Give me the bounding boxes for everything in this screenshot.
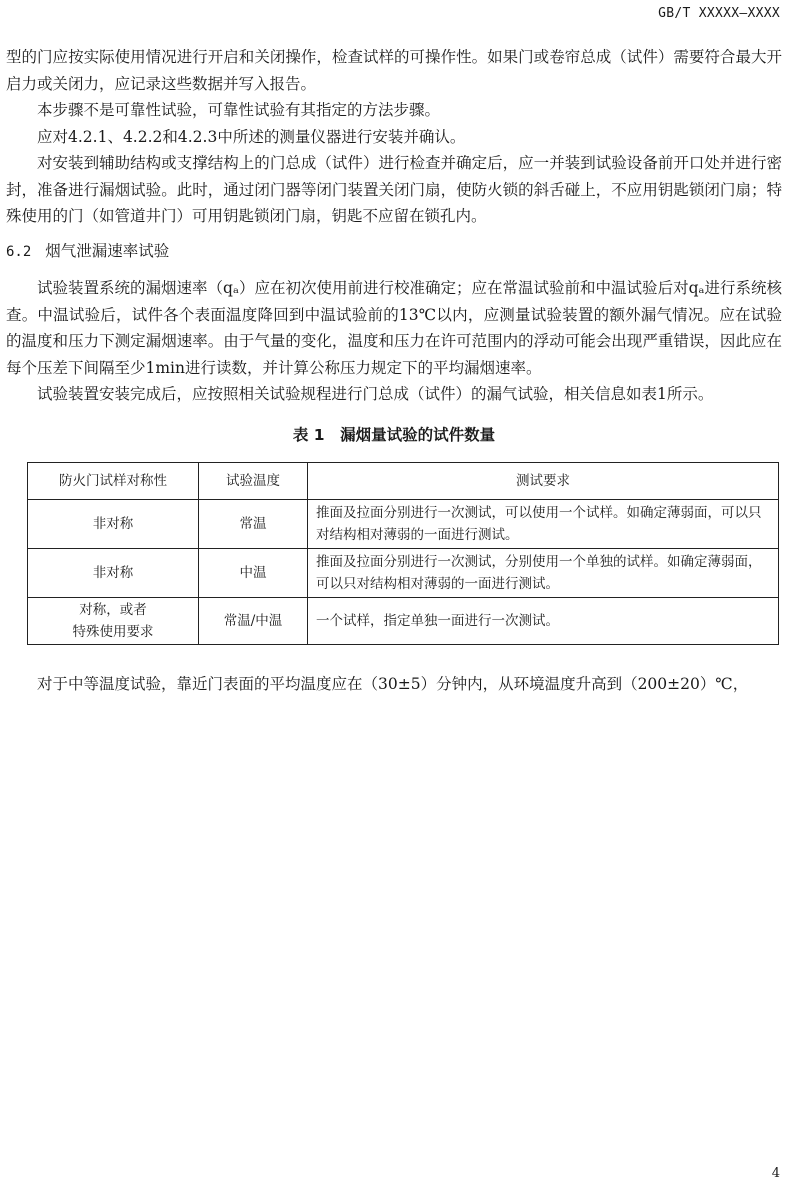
table-caption: 表 1 漏烟量试验的试件数量 [292, 425, 496, 444]
section-title: 烟气泄漏速率试验 [45, 241, 170, 260]
header-requirement: 测试要求 [308, 463, 779, 500]
paragraph: 试验装置系统的漏烟速率（qₐ）应在初次使用前进行校准确定；应在常温试验前和中温试验后对qₐ进行系统核查。中温试验后，试件各个表面温度降回到中温试验前的13℃以内，应测量试验装置的额外漏气情况。应在试验的温度和压力下测定漏烟速率。由于气量的变化，温度和压力在许可范围内的浮动可能会出现严重错误，因此应在每个压差下间隔至少1min进行读数，并计算公称压力规定下的平均漏烟速率。 [6, 279, 782, 377]
paragraph: 本步骤不是可靠性试验，可靠性试验有其指定的方法步骤。 [37, 101, 441, 119]
cell-temperature: 常温/中温 [199, 598, 308, 645]
cell-temperature: 常温 [199, 500, 308, 549]
cell-requirement: 一个试样，指定单独一面进行一次测试。 [308, 598, 779, 645]
header-symmetry: 防火门试样对称性 [28, 463, 199, 500]
paragraph: 型的门应按实际使用情况进行开启和关闭操作，检查试样的可操作性。如果门或卷帘总成（试件）需要符合最大开启力或关闭力，应记录这些数据并写入报告。 [6, 48, 782, 93]
cell-symmetry-line: 特殊使用要求 [72, 624, 154, 640]
table-row [28, 598, 779, 645]
cell-symmetry-line: 对称，或者 [79, 602, 147, 618]
paragraph: 对安装到辅助结构或支撑结构上的门总成（试件）进行检查并确定后，应一并装到试验设备前开口处并进行密封，准备进行漏烟试验。此时，通过闭门器等闭门装置关闭门扇，使防火锁的斜舌碰上，不应用钥匙锁闭门扇；特殊使用的门（如管道井门）可用钥匙锁闭门扇，钥匙不应留在锁孔内。 [6, 154, 782, 225]
section-number: 6.2 [6, 243, 32, 260]
paragraph: 应对4.2.1、4.2.2和4.2.3中所述的测量仪器进行安装并确认。 [37, 127, 466, 146]
page-number: 4 [771, 1166, 780, 1181]
table-row [28, 549, 779, 598]
table-header-row [28, 463, 779, 500]
cell-symmetry: 非对称 [28, 500, 199, 549]
cell-requirement: 推面及拉面分别进行一次测试，分别使用一个单独的试样。如确定薄弱面，可以只对结构相对薄弱的一面进行测试。 [308, 549, 779, 598]
specimen-table [27, 462, 779, 645]
cell-requirement: 推面及拉面分别进行一次测试，可以使用一个试样。如确定薄弱面，可以只对结构相对薄弱的一面进行测试。 [308, 500, 779, 549]
cell-symmetry [28, 598, 199, 645]
header-temperature: 试验温度 [199, 463, 308, 500]
paragraph: 对于中等温度试验，靠近门表面的平均温度应在（30±5）分钟内，从环境温度升高到（200±20）℃， [37, 675, 749, 693]
document-body [6, 44, 782, 698]
section-heading [6, 238, 782, 266]
paragraph: 试验装置安装完成后，应按照相关试验规程进行门总成（试件）的漏气试验，相关信息如表1所示。 [37, 385, 714, 403]
table-row [28, 500, 779, 549]
cell-temperature: 中温 [199, 549, 308, 598]
document-code: GB/T XXXXX—XXXX [658, 6, 780, 21]
cell-symmetry: 非对称 [28, 549, 199, 598]
